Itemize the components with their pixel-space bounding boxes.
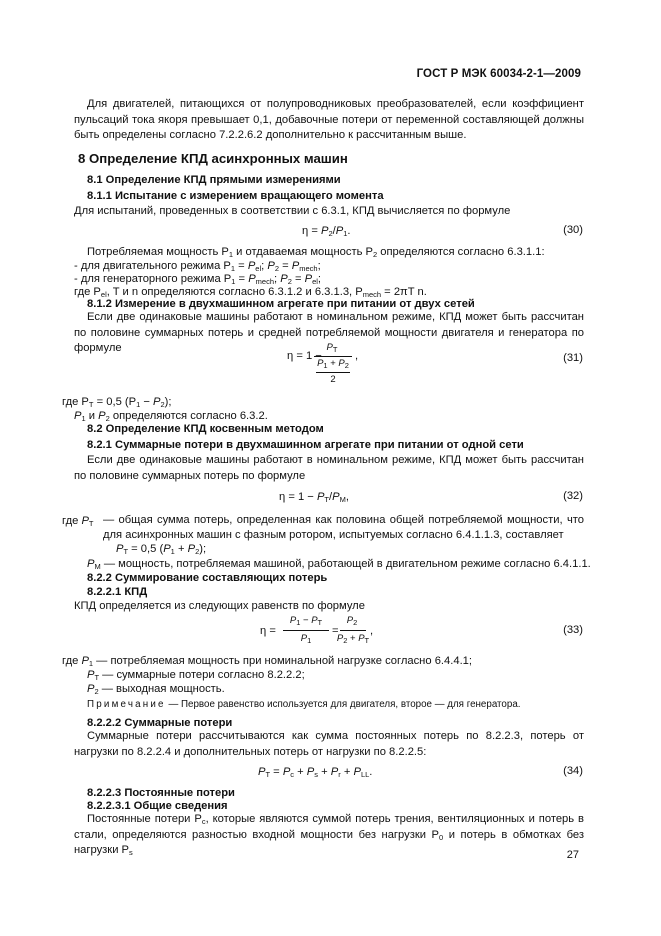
section-8-2-1-title: 8.2.1 Суммарные потери в двухмашинном агрегате при питании от одной сети (87, 439, 524, 451)
p2-definition-line: $P_2$ — выходная мощность. (87, 683, 225, 696)
pt-sum-definition-line: $P_T$ — суммарные потери согласно 8.2.2.2; (87, 669, 305, 682)
pm-definition-line: $P_M$ — мощность, потребляемая машиной, работающей в двигательном режиме согласно 6.4.1.1. (87, 558, 591, 571)
section-8-2-2-2-text: Суммарные потери рассчитываются как сумма постоянных потерь по 8.2.2.3, потерь от нагрузки по 8.2.2.4 и дополнительных потерь от нагрузки по 8.2.2.5: (74, 730, 584, 758)
section-8-1-title: 8.1 Определение КПД прямыми измерениями (87, 174, 341, 186)
section-8-1-2-title: 8.1.2 Измерение в двухмашинном агрегате при питании от двух сетей (87, 298, 475, 310)
page-number: 27 (566, 849, 579, 861)
section-8-1-2-text: Если две одинаковые машины работают в номинальном режиме, КПД может быть рассчитан по половине суммарных потерь и средней потребляемой мощности двигателя и генератора по формуле (74, 311, 584, 354)
section-8-2-2-3-1-title: 8.2.2.3.1 Общие сведения (87, 800, 228, 812)
section-8-2-2-1-text: КПД определяется из следующих равенств по формуле (74, 600, 365, 612)
equation-34: $P_T = P_c + P_s + P_r + P_{LL}$. (258, 766, 373, 779)
document-page: ГОСТ Р МЭК 60034-2-1—2009 Для двигателей, питающихся от полупроводниковых преобразователей, если коэффициент пульсаций тока якоря превышает 0,1, добавочные потери от переменной составляющей должны быть определены согласно 7.2.2.6.2 дополнительно к рассчитанным выше. 8 Определение КПД асинхронных машин 8.1 Определение КПД прямыми измерениями 8.1.1 Испытание с измерением вращающего момента Для испытаний, проведенных в соответствии с 6.3.1, КПД вычисляется по формуле $\eta = P_2/P_1$. (30) Потребляемая мощность $P_1$ и отдаваемая мощность $P_2$ определяются согласно 6.3.1.1: - для двигательного режима $P_1 = P_{el}$; $P_2 = P_{mech}$; - для генераторного режима $P_1 = P_{mech}$; $P_2 = P_{el}$; где $P_{el}$, T и n определяются согласно 6.3.1.2 и 6.3.1.3, $P_{mech} = 2\pi T$ n. 8.1.2 Измерение в двухмашинном агрегате при питании от двух сетей Если две одинаковые машины работают в номинальном режиме, КПД может быть рассчитан по половине суммарных потерь и средней потребляемой мощности двигателя и генератора по формуле η = 1 − $P_T$ $P_1 + P_2$ 2 , (31) где $P_T = 0,5$ $(P_1 - P_2)$; $P_1$ и $P_2$ определяются согласно 6.3.2. 8.2 Определение КПД косвенным методом 8.2.1 Суммарные потери в двухмашинном агрегате при питании от одной сети Если две одинаковые машины работают в номинальном режиме, КПД может быть рассчитан по половине суммарных потерь по формуле $\eta = 1 - P_T/P_M$, (32) где $P_T$ — общая сумма потерь, определенная как половина общей потребляемой мощности, что для асинхронных машин с фазным ротором, испытуемых согласно 6.4.1.1.3, составляет $P_T = 0,5$ $(P_1 + P_2)$; $P_M$ — мощность, потребляемая машиной, работающей в двигательном режиме согласно 6.4.1.1. 8.2.2 Суммирование составляющих потерь 8.2.2.1 КПД КПД определяется из следующих равенств по формуле η = $P_1 - P_T$ $P_1$ = $P_2$ $P_2 + P_T$ , (33) где $P_1$ — потребляемая мощность при номинальной нагрузке согласно 6.4.4.1; $P_T$ — суммарные потери согласно 8.2.2.2; $P_2$ — выходная мощность. Примечание — Первое равенство используется для двигателя, второе — для генератора. 8.2.2.2 Суммарные потери Суммарные потери рассчитываются как сумма постоянных потерь по 8.2.2.3, потерь от нагрузки по 8.2.2.4 и дополнительных потерь от нагрузки по 8.2.2.5: $P_T = P_c + P_s + P_r + P_{LL}$. (34) 8.2.2.3 Постоянные потери 8.2.2.3.1 Общие сведения Постоянные потери $P_c$, которые являются суммой потерь трения, вентиляционных и потерь в стали, определяются разностью входной мощности без нагрузки $P_0$ и потерь в обмотках без нагрузки $P_s$ 27 (62, 68, 591, 861)
document-header: ГОСТ Р МЭК 60034-2-1—2009 (416, 68, 581, 80)
pt-symbol: где $P_T$ (62, 515, 94, 528)
where-pel-line: где $P_{el}$, T и n определяются согласно 6.3.1.2 и 6.3.1.3, $P_{mech} = 2\pi T$ n. (74, 286, 427, 299)
equation-32-number: (32) (563, 490, 583, 502)
pt-definition: — общая сумма потерь, определенная как половина общей потребляемой мощности, что для асинхронных машин с фазным ротором, испытуемых согласно 6.4.1.1.3, составляет (103, 514, 584, 541)
section-8-2-2-1-title: 8.2.2.1 КПД (87, 586, 148, 598)
equation-30: $\eta = P_2/P_1$. (302, 225, 351, 238)
equation-31-number: (31) (563, 352, 583, 364)
equation-30-number: (30) (563, 224, 583, 236)
section-8-2-2-title: 8.2.2 Суммирование составляющих потерь (87, 572, 328, 584)
section-8-2-2-3-title: 8.2.2.3 Постоянные потери (87, 787, 235, 799)
p1-definition-line: где $P_1$ — потребляемая мощность при номинальной нагрузке согласно 6.4.4.1; (62, 655, 473, 668)
section-8-2-2-3-1-text: Постоянные потери $P_c$, которые являются суммой потерь трения, вентиляционных и потерь в стали, определяются разностью входной мощности без нагрузки $P_0$ и потерь в обмотках без нагрузки $P_s$ (74, 813, 584, 857)
equation-34-number: (34) (563, 765, 583, 777)
generator-mode-line: - для генераторного режима $P_1 = P_{mech}$; $P_2 = P_{el}$; (74, 273, 322, 286)
section-8-1-1-title: 8.1.1 Испытание с измерением вращающего момента (87, 190, 384, 202)
consumed-power-line: Потребляемая мощность $P_1$ и отдаваемая мощность $P_2$ определяются согласно 6.3.1.1: (87, 246, 545, 259)
section-8-2-1-text: Если две одинаковые машины работают в номинальном режиме, КПД может быть рассчитан по половине суммарных потерь по формуле (74, 454, 584, 482)
where-pt-line: где $P_T = 0,5$ $(P_1 - P_2)$; (62, 396, 172, 409)
section-8-2-title: 8.2 Определение КПД косвенным методом (87, 423, 324, 435)
section-8-1-1-text: Для испытаний, проведенных в соответствии с 6.3.1, КПД вычисляется по формуле (74, 205, 511, 217)
section-8-title: 8 Определение КПД асинхронных машин (78, 151, 348, 166)
section-8-2-2-2-title: 8.2.2.2 Суммарные потери (87, 717, 233, 729)
motor-mode-line: - для двигательного режима $P_1 = P_{el}$; $P_2 = P_{mech}$; (74, 260, 321, 273)
equation-33-number: (33) (563, 624, 583, 636)
pt-formula-line: $P_T = 0,5$ $(P_1 + P_2)$; (116, 543, 207, 556)
equation-32: $\eta = 1 - P_T/P_M$, (279, 491, 349, 504)
intro-paragraph: Для двигателей, питающихся от полупроводниковых преобразователей, если коэффициент пульсаций тока якоря превышает 0,1, добавочные потери от переменной составляющей должны быть определены согласно 7.2.2.6.2 дополнительно к рассчитанным выше. (74, 98, 584, 141)
note-line: Примечание — Первое равенство используется для двигателя, второе — для генератора. (87, 699, 521, 710)
p1-p2-defined-line: $P_1$ и $P_2$ определяются согласно 6.3.2. (74, 410, 268, 423)
